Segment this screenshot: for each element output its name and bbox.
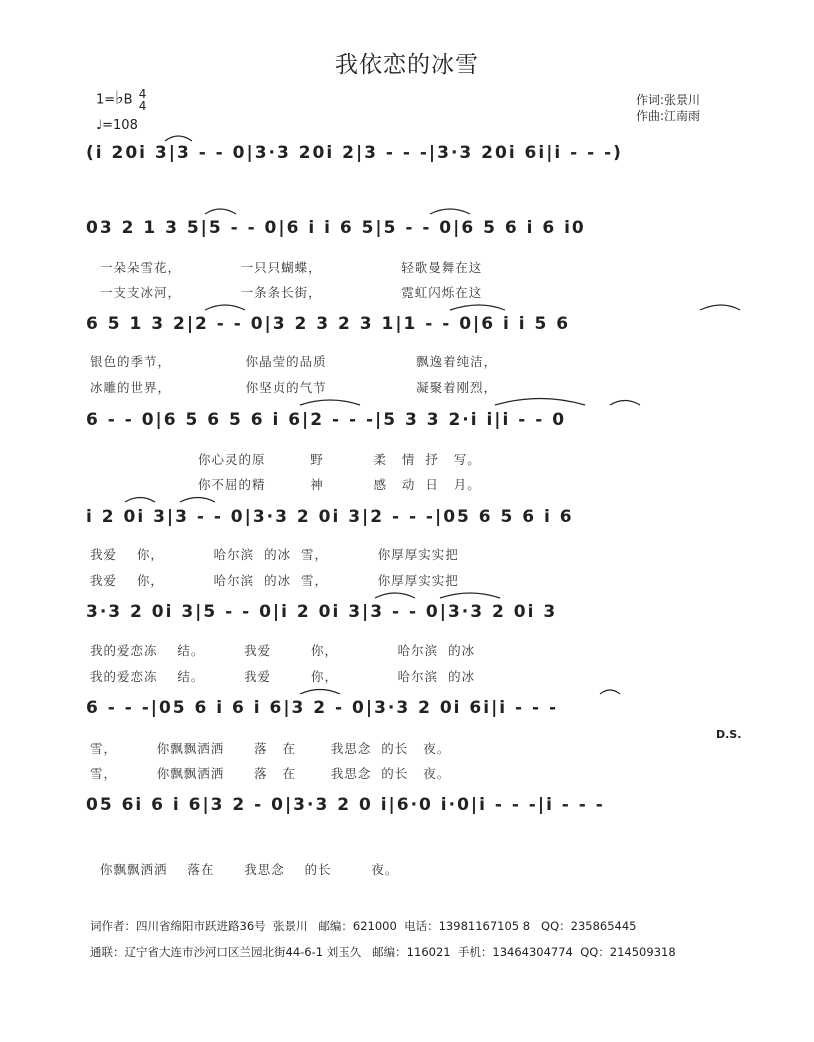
notation-line-5: i 2 0i 3|3 - - 0|3·3 2 0i 3|2 - - -|05 6 5 6 i 6 <box>86 507 574 527</box>
lyric-line-7b: 雪， 你飘飘洒洒 落 在 我思念 的长 夜。 <box>90 766 451 781</box>
lyric-line-3b: 冰雕的世界， 你坚贞的气节 凝聚着刚烈， <box>90 380 498 395</box>
notation-line-7: 6 - - -|05 6 i 6 i 6|3 2 - 0|3·3 2 0i 6i|i - - - <box>86 698 559 718</box>
footer-lyricist-contact: 词作者：四川省绵阳市跃进路36号 张景川 邮编：621000 电话：13981167105 8 QQ：235865445 <box>90 919 637 933</box>
lyric-line-2b: 一支支冰河， 一条条长街， 霓虹闪烁在这 <box>100 285 483 300</box>
lyric-line-5a: 我爱 你， 哈尔滨 的冰 雪， 你厚厚实实把 <box>90 547 459 562</box>
notation-line-2: 03 2 1 3 5|5 - - 0|6 i i 6 5|5 - - 0|6 5 6 i 6 i0 <box>86 218 586 238</box>
time-bottom: 4 <box>138 99 147 113</box>
notation-line-1: (i 20i 3|3 - - 0|3·3 20i 2|3 - - -|3·3 20i 6i|i - - -) <box>86 143 623 163</box>
footer-contact: 通联：辽宁省大连市沙河口区兰园北街44-6-1 刘玉久 邮编：116021 手机：13464304774 QQ：214509318 <box>90 945 676 959</box>
lyric-line-6a: 我的爱恋冻 结。 我爱 你， 哈尔滨 的冰 <box>90 643 476 658</box>
notation-line-6: 3·3 2 0i 3|5 - - 0|i 2 0i 3|3 - - 0|3·3 2 0i 3 <box>86 602 558 622</box>
composer: 作曲:江南雨 <box>636 109 701 123</box>
lyric-line-2a: 一朵朵雪花， 一只只蝴蝶， 轻歌曼舞在这 <box>100 260 483 275</box>
notation-line-3: 6 5 1 3 2|2 - - 0|3 2 3 2 3 1|1 - - 0|6 i i 5 6 <box>86 314 571 334</box>
lyric-line-7a: 雪， 你飘飘洒洒 落 在 我思念 的长 夜。 <box>90 741 451 756</box>
time-top: 4 <box>138 87 147 101</box>
page-title: 我依恋的冰雪 <box>335 52 479 78</box>
notation-line-8: 05 6i 6 i 6|3 2 - 0|3·3 2 0 i|6·0 i·0|i - - -|i - - - <box>86 795 605 815</box>
lyric-line-3a: 银色的季节， 你晶莹的品质 飘逸着纯洁， <box>90 354 498 369</box>
key-do: 1= <box>96 92 116 108</box>
key-note: B <box>123 92 133 108</box>
lyric-line-6b: 我的爱恋冻 结。 我爱 你， 哈尔滨 的冰 <box>90 669 476 684</box>
lyric-line-5b: 我爱 你， 哈尔滨 的冰 雪， 你厚厚实实把 <box>90 573 459 588</box>
lyric-line-4b: 你不屈的精 神 感 动 日 月。 <box>198 477 481 492</box>
quarter-note-icon: ♩ <box>96 118 103 133</box>
notation-line-4: 6 - - 0|6 5 6 5 6 i 6|2 - - -|5 3 3 2·i i|i - - 0 <box>86 410 567 430</box>
tempo-value: =108 <box>102 118 138 133</box>
lyric-line-8a: 你飘飘洒洒 落在 我思念 的长 夜。 <box>100 862 399 877</box>
da-segno-mark: D.S. <box>716 728 742 741</box>
lyricist: 作词:张景川 <box>636 93 701 107</box>
lyric-line-4a: 你心灵的原 野 柔 情 抒 写。 <box>198 452 481 467</box>
flat-icon: ♭ <box>115 87 124 109</box>
